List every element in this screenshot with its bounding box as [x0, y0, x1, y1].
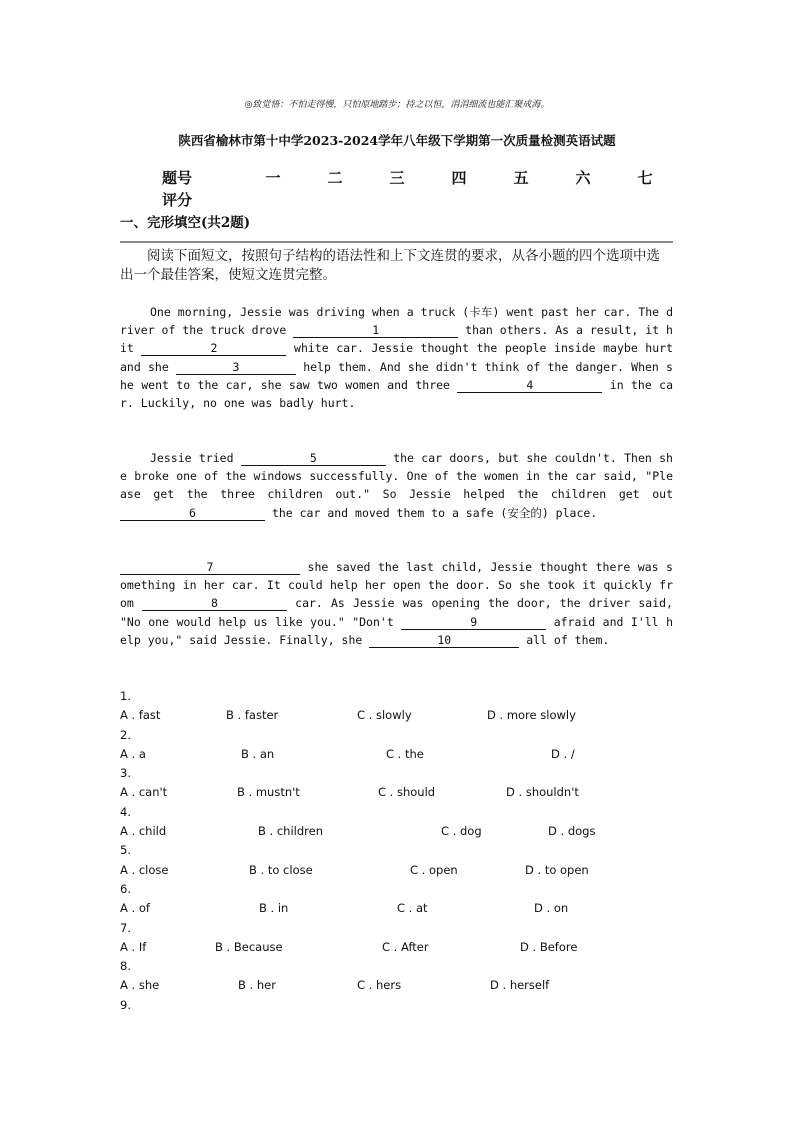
- option-a[interactable]: A . fast: [120, 708, 161, 723]
- question-number: 9.: [120, 997, 131, 1012]
- option-c[interactable]: C . the: [386, 746, 424, 761]
- option-c[interactable]: C . at: [397, 901, 428, 916]
- passage-paragraph-2: [120, 449, 673, 522]
- question-options: [120, 899, 680, 918]
- option-c[interactable]: C . should: [378, 785, 436, 800]
- passage-text: help them. And she didn't think of the danger. When she went to the car, she saw two women and three: [120, 359, 673, 392]
- option-b[interactable]: B . an: [241, 746, 275, 761]
- option-c[interactable]: C . After: [382, 939, 429, 954]
- blank-3[interactable]: 3: [176, 360, 296, 375]
- question-options: [120, 822, 680, 841]
- question-number: 6.: [120, 881, 131, 896]
- blank-7[interactable]: 7: [120, 560, 300, 575]
- score-table-column: 四: [451, 168, 467, 187]
- passage-paragraph-1: [120, 303, 673, 412]
- question-list: [120, 687, 680, 1015]
- blank-10[interactable]: 10: [369, 633, 519, 648]
- option-d[interactable]: D . Before: [520, 939, 578, 954]
- section-divider: [120, 241, 673, 243]
- option-c[interactable]: C . slowly: [357, 708, 412, 723]
- score-table-column: 五: [513, 168, 529, 187]
- blank-9[interactable]: 9: [401, 615, 546, 630]
- question-number: 1.: [120, 689, 131, 703]
- option-c[interactable]: C . hers: [357, 978, 402, 993]
- score-table-column: 七: [637, 168, 653, 187]
- score-table-column: 六: [575, 168, 591, 187]
- passage-text: white car. Jessie thought the people inside maybe hurt and she: [120, 341, 674, 374]
- passage-paragraph-3: [120, 558, 673, 649]
- question-options: [120, 706, 680, 725]
- question-number: 7.: [120, 920, 131, 935]
- question-number: 5.: [120, 843, 131, 858]
- blank-8[interactable]: 8: [142, 596, 287, 611]
- score-table-column: 一: [265, 168, 281, 187]
- question-options: [120, 861, 680, 880]
- exam-title: 陕西省榆林市第十中学2023-2024学年八年级下学期第一次质量检测英语试题: [178, 133, 616, 148]
- option-b[interactable]: B . to close: [249, 862, 313, 877]
- option-a[interactable]: A . a: [120, 746, 146, 761]
- option-b[interactable]: B . her: [238, 978, 276, 993]
- blank-2[interactable]: 2: [141, 341, 286, 356]
- blank-5[interactable]: 5: [241, 451, 386, 466]
- score-table-question-label: 题号: [162, 168, 193, 187]
- question-options: [120, 745, 680, 764]
- option-c[interactable]: C . dog: [441, 824, 482, 839]
- score-table-column: 二: [327, 168, 343, 187]
- option-b[interactable]: B . in: [259, 901, 289, 916]
- option-d[interactable]: D . on: [534, 901, 569, 916]
- option-b[interactable]: B . children: [258, 824, 323, 839]
- blank-6[interactable]: 6: [120, 506, 265, 521]
- option-b[interactable]: B . Because: [215, 939, 283, 954]
- option-a[interactable]: A . child: [120, 824, 167, 839]
- score-table: [162, 166, 676, 210]
- question-options: [120, 976, 680, 995]
- score-table-score-label: 评分: [162, 190, 193, 209]
- option-d[interactable]: D . shouldn't: [506, 785, 579, 800]
- score-table-column: 三: [389, 168, 405, 187]
- question-number: 3.: [120, 766, 131, 781]
- question-number: 4.: [120, 804, 131, 819]
- option-a[interactable]: A . she: [120, 978, 160, 993]
- passage-text: all of them.: [526, 632, 610, 647]
- option-d[interactable]: D . to open: [525, 862, 589, 877]
- option-b[interactable]: B . mustn't: [237, 785, 300, 800]
- question-options: [120, 783, 680, 802]
- option-d[interactable]: D . dogs: [548, 824, 596, 839]
- passage-text: the car and moved them to a safe (安全的) place.: [271, 505, 598, 520]
- option-d[interactable]: D . herself: [490, 978, 550, 993]
- passage-text: she saved the last child, Jessie thought there was something in her car. It could help her open the door. So she took it quickly from: [120, 560, 673, 611]
- question-number: 8.: [120, 959, 131, 974]
- passage-text: afraid and I'll help you," said Jessie. Finally, she: [120, 614, 673, 647]
- motto-line: ◎致觉悟：不怕走得慢，只怕原地踏步；持之以恒，涓涓细流也能汇聚成海。: [244, 100, 550, 110]
- section-title: 一、完形填空(共2题): [120, 215, 251, 231]
- option-a[interactable]: A . of: [120, 901, 150, 916]
- score-table-header-row: [162, 166, 676, 188]
- section-instructions: 阅读下面短文，按照句子结构的语法性和上下文连贯的要求，从各小题的四个选项中选出一个最佳答案，使短文连贯完整。: [120, 248, 660, 283]
- option-a[interactable]: A . can't: [120, 785, 168, 800]
- question-options: [120, 938, 680, 957]
- passage-text: One morning, Jessie was driving when a truck (卡车) went past her car. The driver of the truck drove: [120, 305, 673, 338]
- blank-4[interactable]: 4: [457, 378, 602, 393]
- option-d[interactable]: D . more slowly: [487, 708, 576, 723]
- passage-text: than others. As a result, it hit: [120, 323, 673, 356]
- score-table-score-row: [162, 188, 676, 210]
- option-d[interactable]: D . /: [551, 746, 575, 761]
- passage-text: car. As Jessie was opening the door, the driver said, "No one would help us like you." "Don't: [120, 596, 673, 629]
- passage-text: the car doors, but she couldn't. Then she broke one of the windows successfully. One of the women in the car said, "Please get the three children out." So Jessie helped the children get out: [120, 451, 673, 502]
- question-number: 2.: [120, 727, 131, 742]
- option-a[interactable]: A . close: [120, 862, 169, 877]
- option-c[interactable]: C . open: [410, 862, 458, 877]
- passage-text: in the car. Luckily, no one was badly hurt.: [120, 377, 673, 411]
- blank-1[interactable]: 1: [293, 323, 458, 338]
- option-a[interactable]: A . If: [120, 939, 147, 954]
- option-b[interactable]: B . faster: [226, 708, 279, 723]
- passage-text: Jessie tried: [150, 451, 234, 465]
